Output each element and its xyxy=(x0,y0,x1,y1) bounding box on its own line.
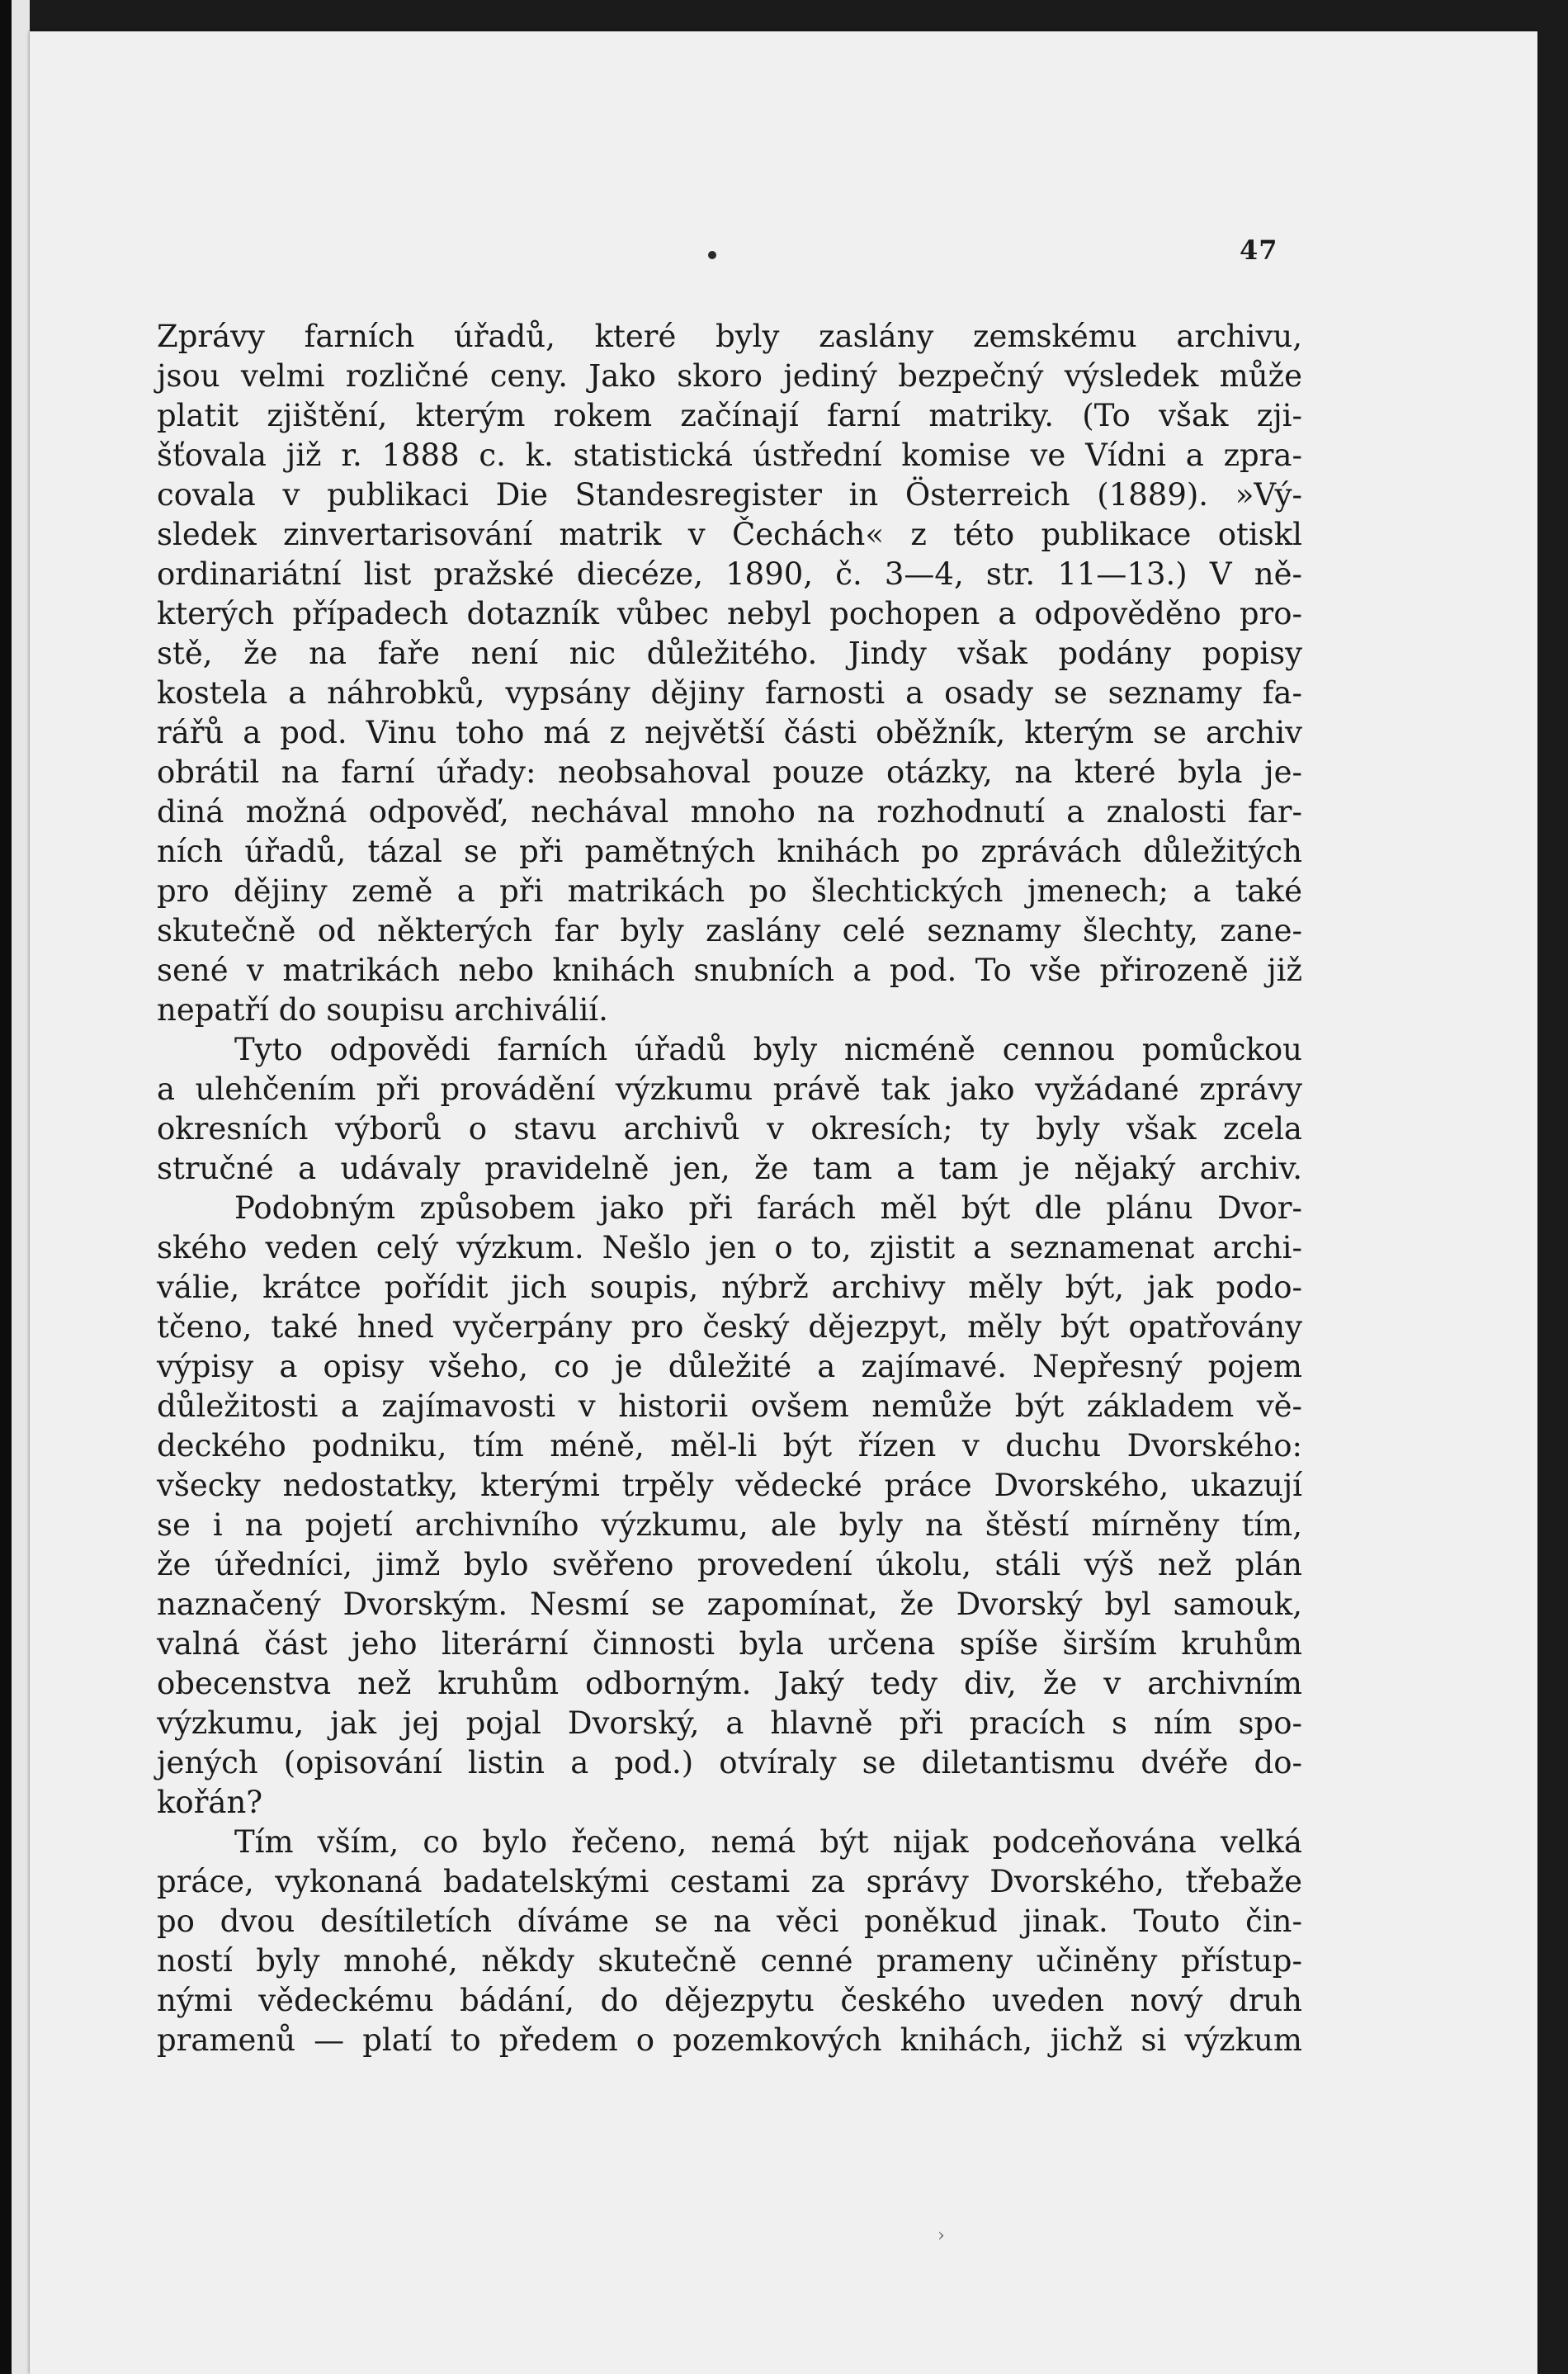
text-line: Tyto odpovědi farních úřadů byly nicméně cennou pomůckou xyxy=(234,1032,1302,1067)
text-line: nými vědeckému bádání, do dějezpytu českého uveden nový druh xyxy=(157,1983,1302,2018)
text-line: Podobným způsobem jako při farách měl být dle plánu Dvor- xyxy=(234,1190,1302,1226)
printer-dot-mark xyxy=(708,251,716,259)
text-line: kostela a náhrobků, vypsány dějiny farnosti a osady se seznamy fa- xyxy=(157,675,1302,711)
text-line: jených (opisování listin a pod.) otvíraly se diletantismu dvéře do- xyxy=(157,1745,1302,1780)
text-line: sené v matrikách nebo knihách snubních a pod. To vše přirozeně již xyxy=(157,953,1302,988)
text-line: tčeno, také hned vyčerpány pro český dějezpyt, měly být opatřovány xyxy=(157,1309,1302,1345)
text-line: nepatří do soupisu archiválií. xyxy=(157,992,608,1028)
text-line: a ulehčením při provádění výzkumu právě tak jako vyžádané zprávy xyxy=(157,1071,1302,1107)
text-line: pramenů — platí to předem o pozemkových knihách, jichž si výzkum xyxy=(157,2022,1302,2058)
text-line: naznačený Dvorským. Nesmí se zapomínat, že Dvorský byl samouk, xyxy=(157,1587,1302,1622)
text-line: rářů a pod. Vinu toho má z největší části oběžník, kterým se archiv xyxy=(157,715,1302,750)
text-line: pro dějiny země a při matrikách po šlechtických jmenech; a také xyxy=(157,873,1302,909)
text-line: stě, že na faře není nic důležitého. Jindy však podány popisy xyxy=(157,636,1302,671)
text-line: Zprávy farních úřadů, které byly zaslány zemskému archivu, xyxy=(157,319,1302,354)
text-line: kterých případech dotazník vůbec nebyl pochopen a odpověděno pro- xyxy=(157,596,1302,631)
text-line: covala v publikaci Die Standesregister in Österreich (1889). »Vý- xyxy=(157,477,1302,513)
text-line: že úředníci, jimž bylo svěřeno provedení úkolu, stáli výš než plán xyxy=(157,1547,1302,1582)
text-line: kořán? xyxy=(157,1785,263,1820)
text-line: obecenstva než kruhům odborným. Jaký tedy div, že v archivním xyxy=(157,1666,1302,1701)
text-line: výzkumu, jak jej pojal Dvorský, a hlavně při pracích s ním spo- xyxy=(157,1705,1302,1741)
text-line: ních úřadů, tázal se při pamětných knihách po zprávách důležitých xyxy=(157,834,1302,869)
scan-left-edge xyxy=(0,0,12,2374)
text-line: ského veden celý výzkum. Nešlo jen o to, zjistit a seznamenat archi- xyxy=(157,1230,1302,1265)
text-line: valná část jeho literární činnosti byla určena spíše širším kruhům xyxy=(157,1626,1302,1662)
text-line: po dvou desítiletích díváme se na věci poněkud jinak. Touto čin- xyxy=(157,1903,1302,1939)
text-line: důležitosti a zajímavosti v historii ovšem nemůže být základem vě- xyxy=(157,1388,1302,1424)
text-line: šťovala již r. 1888 c. k. statistická ústřední komise ve Vídni a zpra- xyxy=(157,437,1302,473)
text-line: sledek zinvertarisování matrik v Čechách« z této publikace otiskl xyxy=(157,517,1302,552)
text-line: válie, krátce pořídit jich soupis, nýbrž archivy měly být, jak podo- xyxy=(157,1270,1302,1305)
page-number: 47 xyxy=(1240,234,1278,266)
text-line: obrátil na farní úřady: neobsahoval pouze otázky, na které byla je- xyxy=(157,754,1302,790)
text-line: výpisy a opisy všeho, co je důležité a zajímavé. Nepřesný pojem xyxy=(157,1349,1302,1384)
text-line: práce, vykonaná badatelskými cestami za správy Dvorského, třebaže xyxy=(157,1864,1302,1899)
book-page xyxy=(30,31,1537,2374)
text-line: ordinariátní list pražské diecéze, 1890, č. 3—4, str. 11—13.) V ně- xyxy=(157,556,1302,592)
text-line: ností byly mnohé, někdy skutečně cenné prameny učiněny přístup- xyxy=(157,1943,1302,1979)
text-line: Tím vším, co bylo řečeno, nemá být nijak podceňována velká xyxy=(234,1824,1302,1860)
text-line: diná možná odpověď, nechával mnoho na rozhodnutí a znalosti far- xyxy=(157,794,1302,830)
text-line: skutečně od některých far byly zaslány celé seznamy šlechty, zane- xyxy=(157,913,1302,948)
text-line: všecky nedostatky, kterými trpěly vědecké práce Dvorského, ukazují xyxy=(157,1468,1302,1503)
text-line: jsou velmi rozličné ceny. Jako skoro jediný bezpečný výsledek může xyxy=(157,358,1302,394)
text-line: deckého podniku, tím méně, měl-li být řízen v duchu Dvorského: xyxy=(157,1428,1302,1464)
text-line: se i na pojetí archivního výzkumu, ale byly na štěstí mírněny tím, xyxy=(157,1507,1302,1543)
text-line: stručné a udávaly pravidelně jen, že tam a tam je nějaký archiv. xyxy=(157,1151,1302,1186)
stray-print-mark: › xyxy=(937,2225,945,2246)
facing-page-strip xyxy=(12,0,30,2374)
body-text xyxy=(157,317,1302,2060)
text-line: platit zjištění, kterým rokem začínají farní matriky. (To však zji- xyxy=(157,398,1302,433)
text-line: okresních výborů o stavu archivů v okresích; ty byly však zcela xyxy=(157,1111,1302,1147)
